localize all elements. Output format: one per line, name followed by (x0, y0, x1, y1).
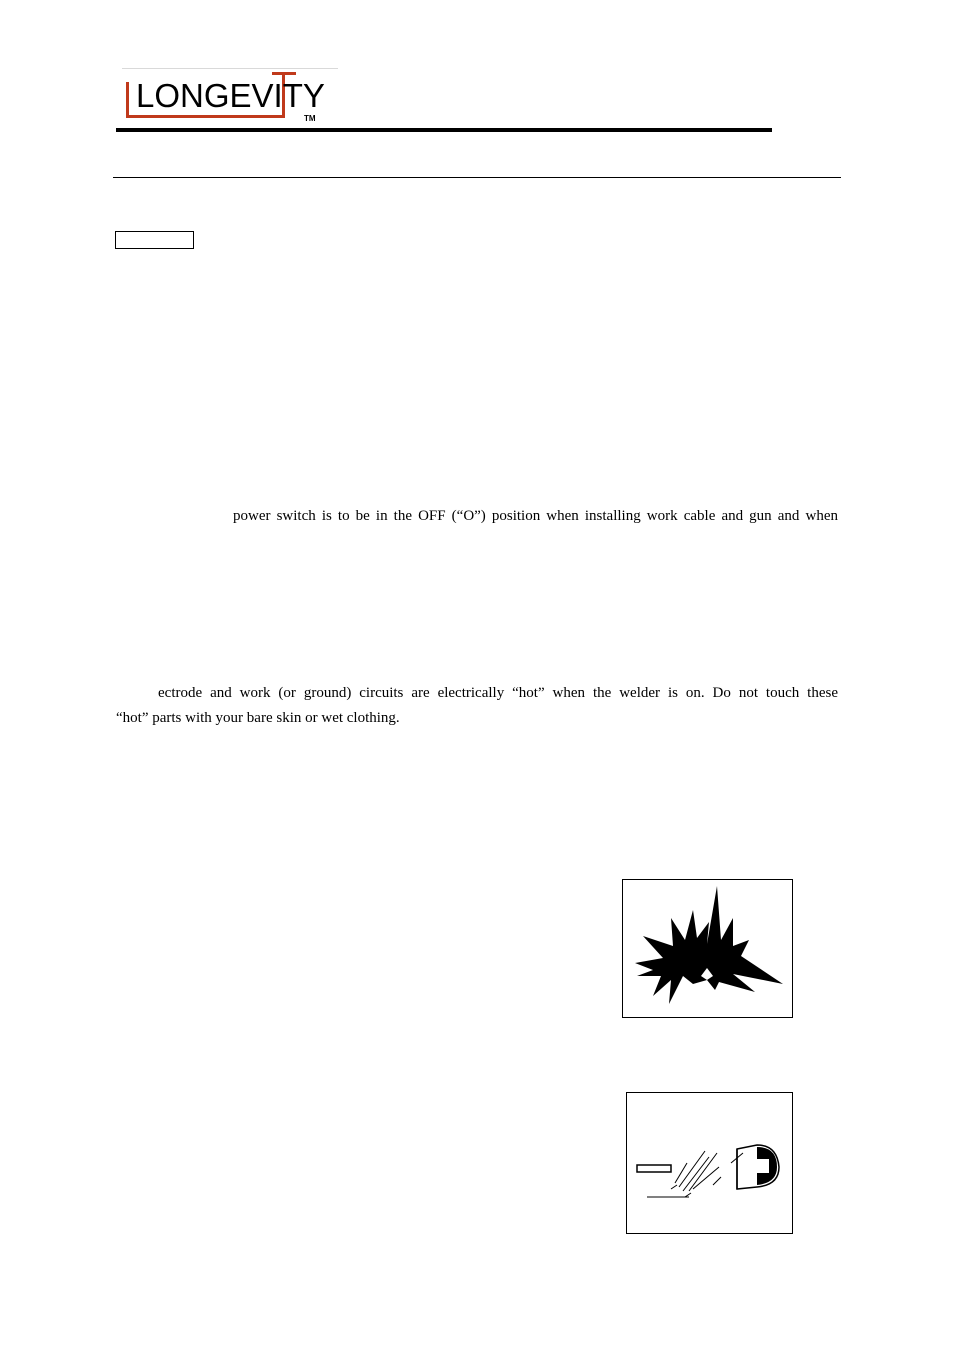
hot-circuit-line-1: ectrode and work (or ground) circuits are electrically “hot” when the welder is on. Do not touch these (158, 685, 838, 701)
explosion-icon (623, 880, 792, 1017)
section-divider (113, 177, 841, 178)
welding-arc-face-shield-icon (627, 1093, 792, 1233)
hot-circuit-line-2: “hot” parts with your bare skin or wet clothing. (116, 710, 400, 726)
hot-circuit-warning (116, 681, 838, 731)
brand-logo (122, 68, 338, 128)
empty-label-box (115, 231, 194, 249)
explosion-figure (622, 879, 793, 1018)
logo-wordmark: LONGEVITY (136, 77, 325, 114)
logo-trademark: TM (304, 114, 316, 123)
welding-hazard-figure (626, 1092, 793, 1234)
power-switch-text: power switch is to be in the OFF (“O”) position when installing work cable and gun and when (233, 508, 838, 524)
header-rule (116, 128, 772, 132)
